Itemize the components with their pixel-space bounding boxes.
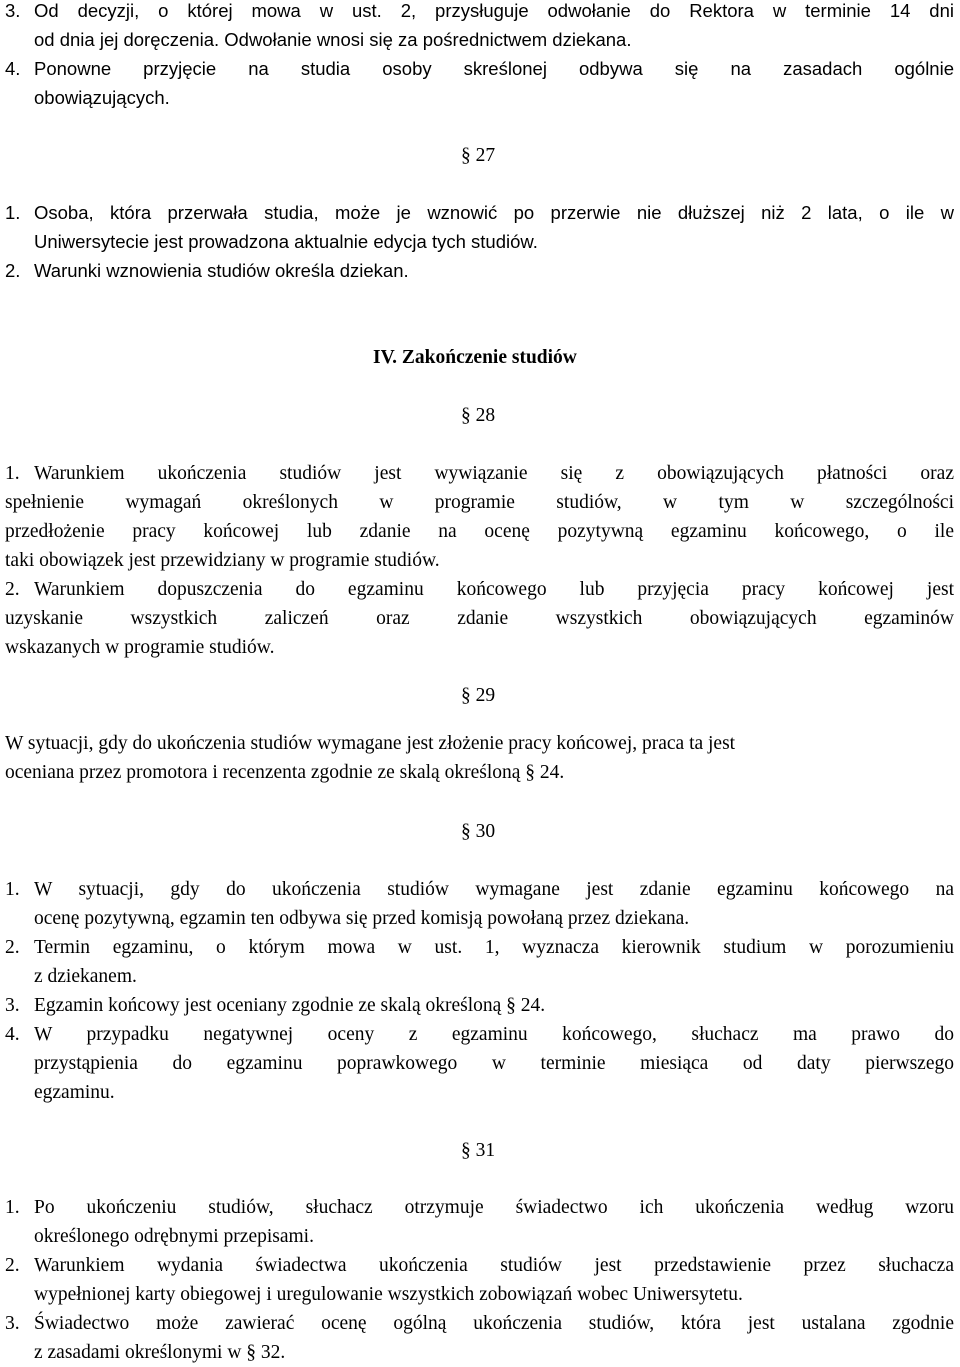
section-mark: § 30 <box>461 821 496 842</box>
section-mark: § 28 <box>461 405 496 426</box>
paragraph-number: 1. <box>5 202 21 223</box>
paragraph-text: taki obowiązek jest przewidziany w programie studiów. <box>5 550 440 571</box>
paragraph-text: wypełnionej karty obiegowej i uregulowanie wszystkich zobowiązań wobec Uniwersytetu. <box>34 1284 743 1305</box>
paragraph-text: W sytuacji, gdy do ukończenia studiów wymagane jest zdanie egzaminu końcowego na <box>34 879 954 900</box>
chapter-heading: IV. Zakończenie studiów <box>373 347 577 368</box>
paragraph-text: Osoba, która przerwała studia, może je wznowić po przerwie nie dłuższej niż 2 lata, o ile w <box>34 202 954 223</box>
section-mark: § 31 <box>461 1140 496 1161</box>
paragraph-text: uzyskanie wszystkich zaliczeń oraz zdanie wszystkich obowiązujących egzaminów <box>5 608 954 629</box>
paragraph-number: 2. <box>5 579 20 600</box>
paragraph-text: przedłożenie pracy końcowej lub zdanie na ocenę pozytywną egzaminu końcowego, o ile <box>5 521 954 542</box>
paragraph-number: 4. <box>5 58 21 79</box>
paragraph-text: od dnia jej doręczenia. Odwołanie wnosi się za pośrednictwem dziekana. <box>34 29 632 50</box>
paragraph-text: W przypadku negatywnej oceny z egzaminu końcowego, słuchacz ma prawo do <box>34 1024 954 1045</box>
paragraph-text: przystąpienia do egzaminu poprawkowego w terminie miesiąca od daty pierwszego <box>34 1053 954 1074</box>
paragraph-text: z zasadami określonymi w § 32. <box>34 1342 286 1363</box>
section-mark: § 29 <box>461 685 496 706</box>
paragraph-number: 2. <box>5 937 20 958</box>
paragraph-text: obowiązujących. <box>34 87 170 108</box>
section-mark: § 27 <box>461 145 496 166</box>
paragraph-text: Warunkiem dopuszczenia do egzaminu końcowego lub przyjęcia pracy końcowej jest <box>34 579 954 600</box>
paragraph-number: 1. <box>5 1197 20 1218</box>
paragraph-text: oceniana przez promotora i recenzenta zgodnie ze skalą określoną § 24. <box>5 762 565 783</box>
paragraph-number: 2. <box>5 260 21 281</box>
paragraph-text: Warunkiem ukończenia studiów jest wywiązanie się z obowiązujących płatności oraz <box>34 463 954 484</box>
paragraph-text: Termin egzaminu, o którym mowa w ust. 1, wyznacza kierownik studium w porozumieniu <box>34 937 954 958</box>
paragraph-text: Uniwersytecie jest prowadzona aktualnie edycja tych studiów. <box>34 231 538 252</box>
paragraph-text: Warunkiem wydania świadectwa ukończenia studiów jest przedstawienie przez słuchacza <box>34 1255 954 1276</box>
paragraph-text: spełnienie wymagań określonych w programie studiów, w tym w szczególności <box>5 492 954 513</box>
paragraph-text: Ponowne przyjęcie na studia osoby skreślonej odbywa się na zasadach ogólnie <box>34 58 954 79</box>
paragraph-number: 3. <box>5 1313 20 1334</box>
paragraph-text: Warunki wznowienia studiów określa dziekan. <box>34 260 409 281</box>
paragraph-text: W sytuacji, gdy do ukończenia studiów wymagane jest złożenie pracy końcowej, praca ta jest <box>5 733 736 754</box>
paragraph-number: 2. <box>5 1255 20 1276</box>
paragraph-number: 3. <box>5 995 20 1016</box>
paragraph-text: z dziekanem. <box>34 966 137 987</box>
paragraph-text: określonego odrębnymi przepisami. <box>34 1226 314 1247</box>
paragraph-text: Po ukończeniu studiów, słuchacz otrzymuje świadectwo ich ukończenia według wzoru <box>34 1197 954 1218</box>
paragraph-number: 4. <box>5 1024 20 1045</box>
paragraph-number: 3. <box>5 0 21 21</box>
paragraph-text: Egzamin końcowy jest oceniany zgodnie ze skalą określoną § 24. <box>34 995 546 1016</box>
paragraph-text: egzaminu. <box>34 1082 115 1103</box>
paragraph-text: ocenę pozytywną, egzamin ten odbywa się przed komisją powołaną przez dziekana. <box>34 908 690 929</box>
paragraph-number: 1. <box>5 463 20 484</box>
paragraph-text: Świadectwo może zawierać ocenę ogólną ukończenia studiów, która jest ustalana zgodnie <box>34 1313 954 1334</box>
paragraph-number: 1. <box>5 879 20 900</box>
paragraph-text: wskazanych w programie studiów. <box>5 637 275 658</box>
paragraph-text: Od decyzji, o której mowa w ust. 2, przysługuje odwołanie do Rektora w terminie 14 dni <box>34 0 954 21</box>
